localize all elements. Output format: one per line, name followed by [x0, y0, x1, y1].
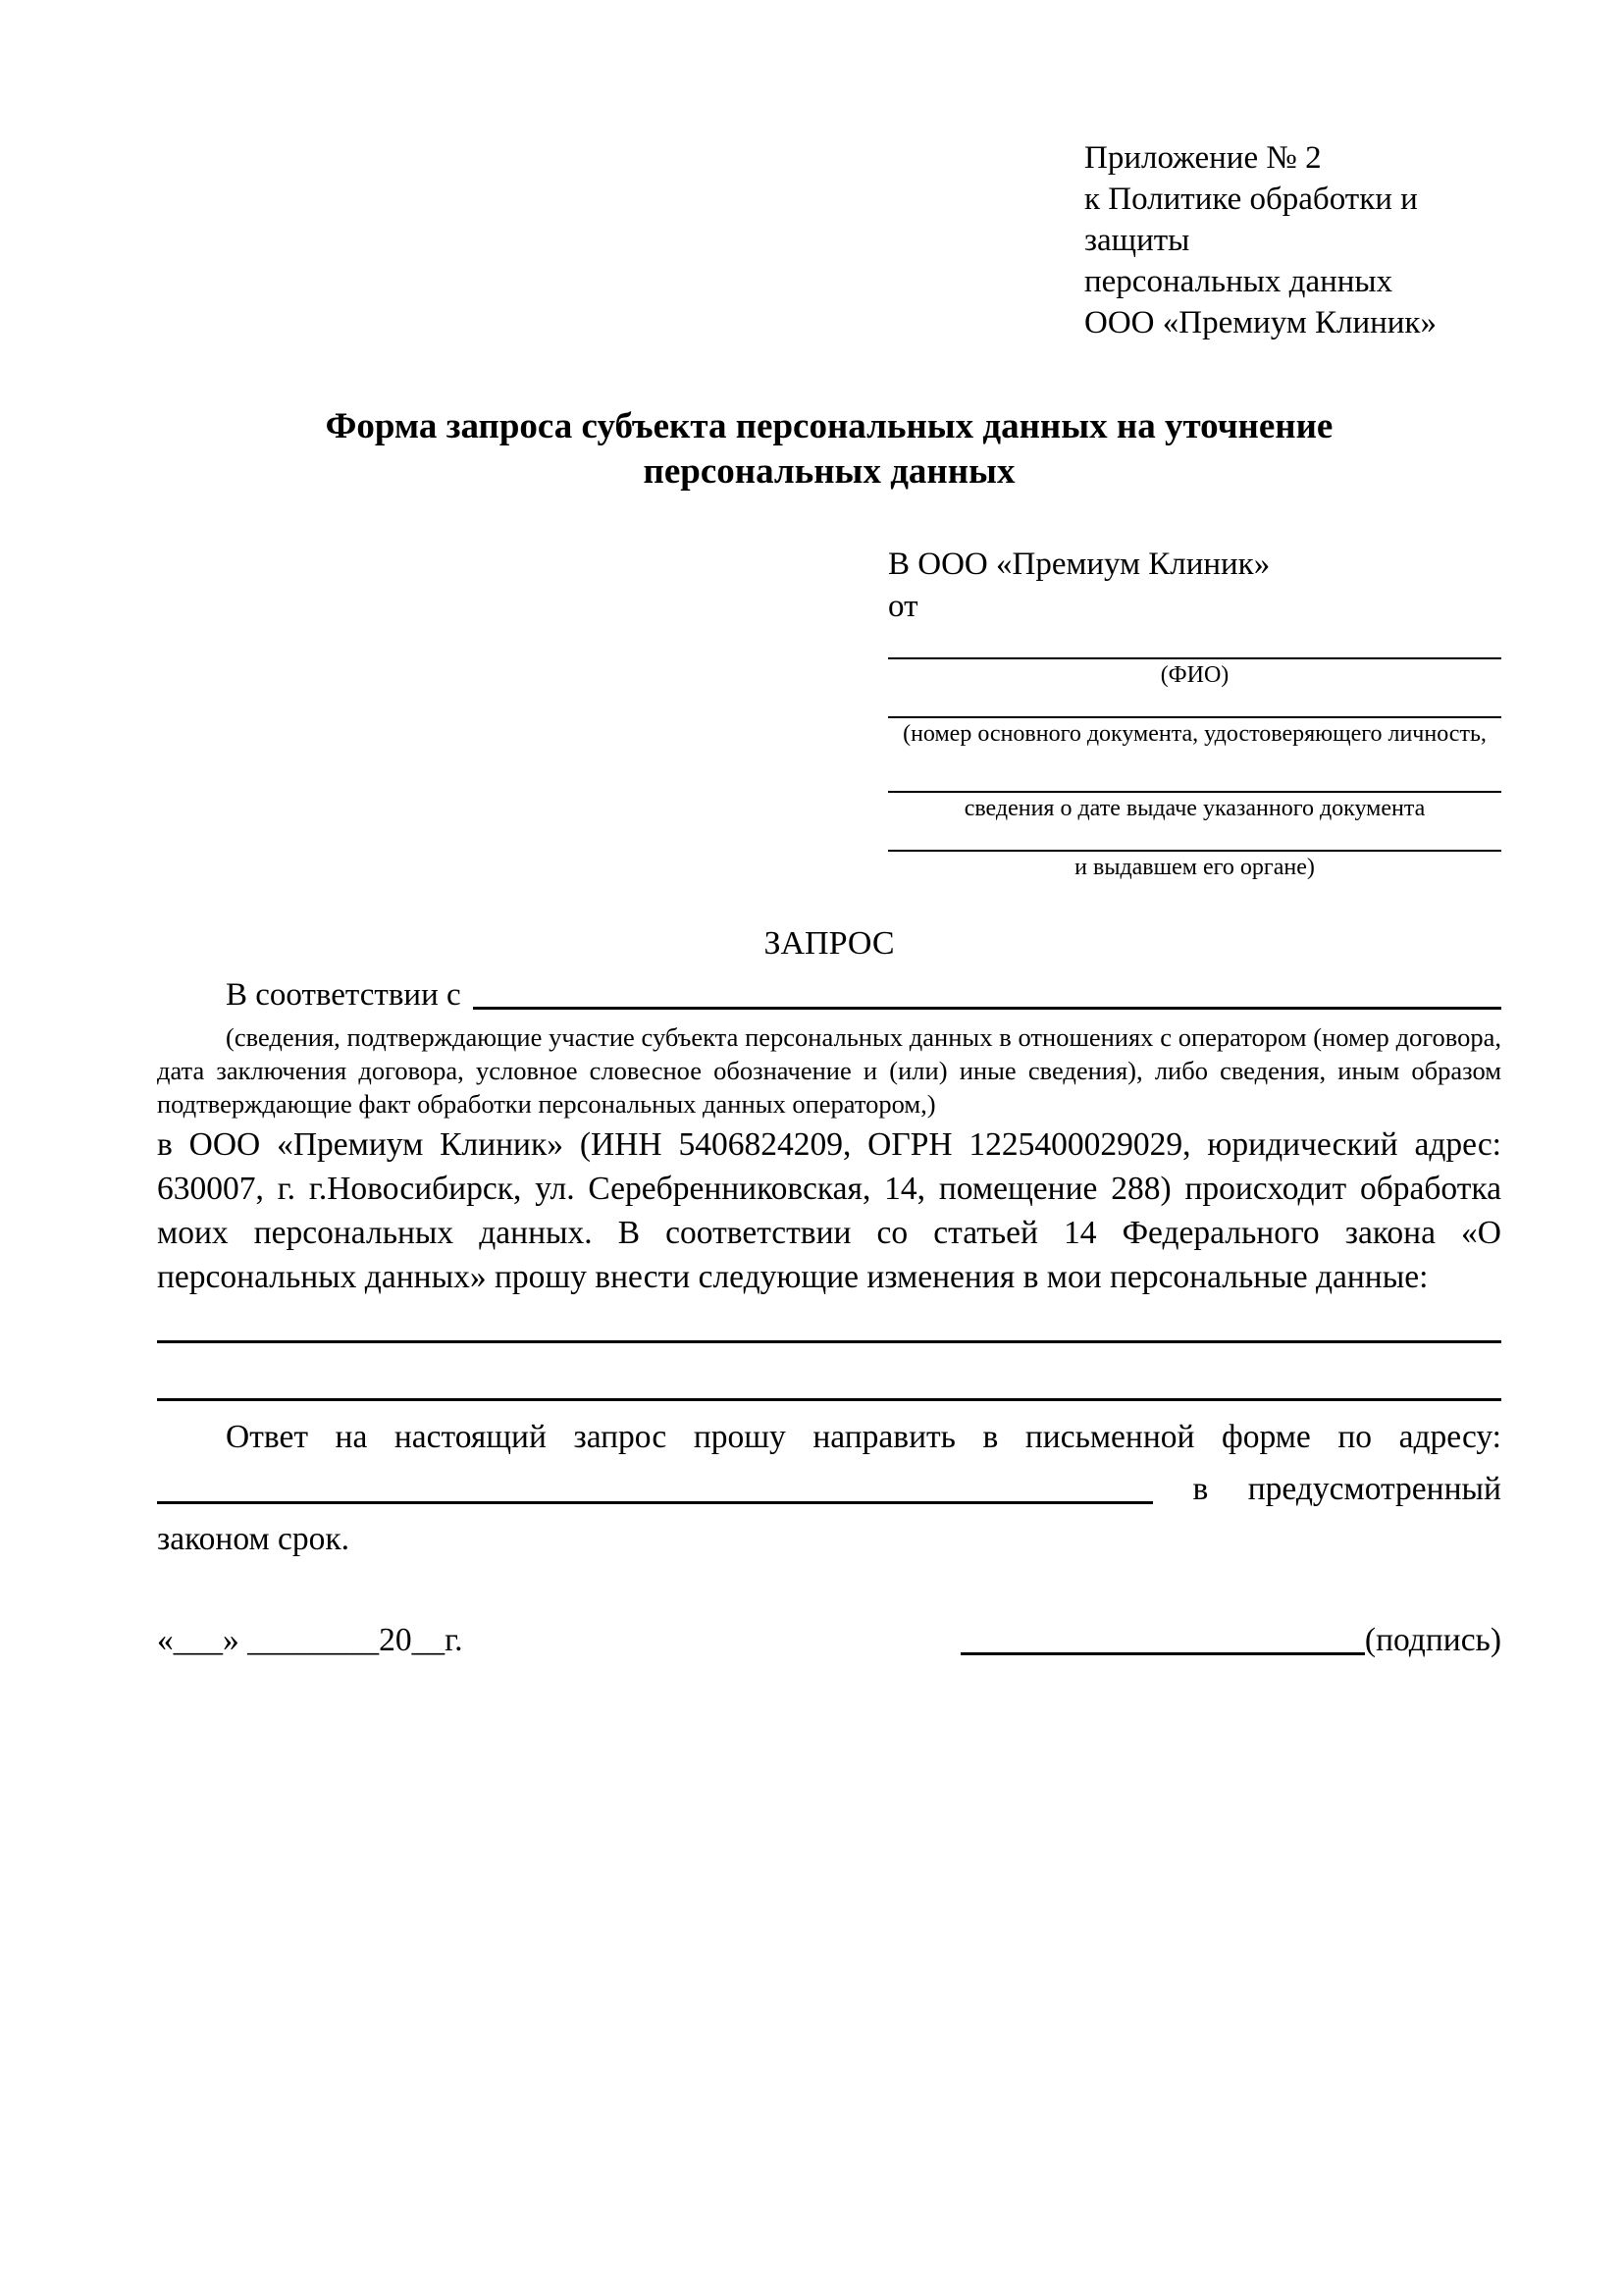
appendix-line: персональных данных — [1084, 264, 1393, 299]
issuing-authority-caption: и выдавшем его органе) — [1074, 855, 1315, 880]
fio-caption: (ФИО) — [1160, 662, 1230, 688]
answer-address-row — [157, 1467, 1501, 1511]
issue-date-caption: сведения о дате выдаче указанного документа — [964, 796, 1426, 821]
answer-word-a: в — [1192, 1471, 1209, 1507]
basis-row — [157, 973, 1501, 1017]
signature-input-line — [961, 1652, 1365, 1655]
form-title: Форма запроса субъекта персональных данных на уточнение персональных данных — [325, 406, 1334, 492]
address-input-line — [157, 1501, 1153, 1504]
answer-address-sentence: Ответ на настоящий запрос прошу направить в письменной форме по адресу: — [226, 1419, 1501, 1455]
document-number-caption: (номер основного документа, удостоверяющего личность, — [903, 721, 1487, 747]
basis-prefix: В соответствии с — [226, 977, 461, 1013]
addressee-block — [888, 544, 1501, 883]
signature-block — [961, 1618, 1501, 1662]
appendix-line: к Политике обработки и защиты — [1084, 182, 1418, 258]
appendix-block — [1084, 137, 1501, 343]
footer-row — [157, 1618, 1501, 1662]
request-body: в ООО «Премиум Клиник» (ИНН 5406824209, ОГРН 1225400029029, юридический адрес: 630007, г. г.Новосибирск, ул. Серебренниковская, 14, помещение 288) происходит обработка моих персональных данных. В соответствии со статьей 14 Федерального закона «О персональных данных» прошу внести следующие изменения в мои персональные данные: — [157, 1126, 1501, 1295]
addressee-to: В ООО «Премиум Клиник» — [888, 547, 1271, 582]
basis-input-line — [473, 1007, 1501, 1010]
request-heading: ЗАПРОС — [763, 925, 895, 962]
changes-input-line-2 — [157, 1398, 1501, 1401]
answer-closing: законом срок. — [157, 1521, 350, 1557]
appendix-line: Приложение № 2 — [1084, 140, 1322, 176]
date-blank: «___» ________20__г. — [157, 1622, 463, 1658]
changes-input-line-1 — [157, 1340, 1501, 1343]
basis-footnote: (сведения, подтверждающие участие субъекта персональных данных в отношениях с оператором (номер договора, дата заключения договора, условное словесное обозначение и (или) иные сведения), либо сведения, иным образом подтверждающие факт обработки персональных данных оператором,) — [157, 1022, 1501, 1119]
answer-word-b: предусмотренный — [1247, 1471, 1501, 1507]
appendix-line: ООО «Премиум Клиник» — [1084, 305, 1437, 340]
signature-caption: (подпись) — [1364, 1622, 1501, 1658]
addressee-from-label: от — [888, 589, 918, 624]
